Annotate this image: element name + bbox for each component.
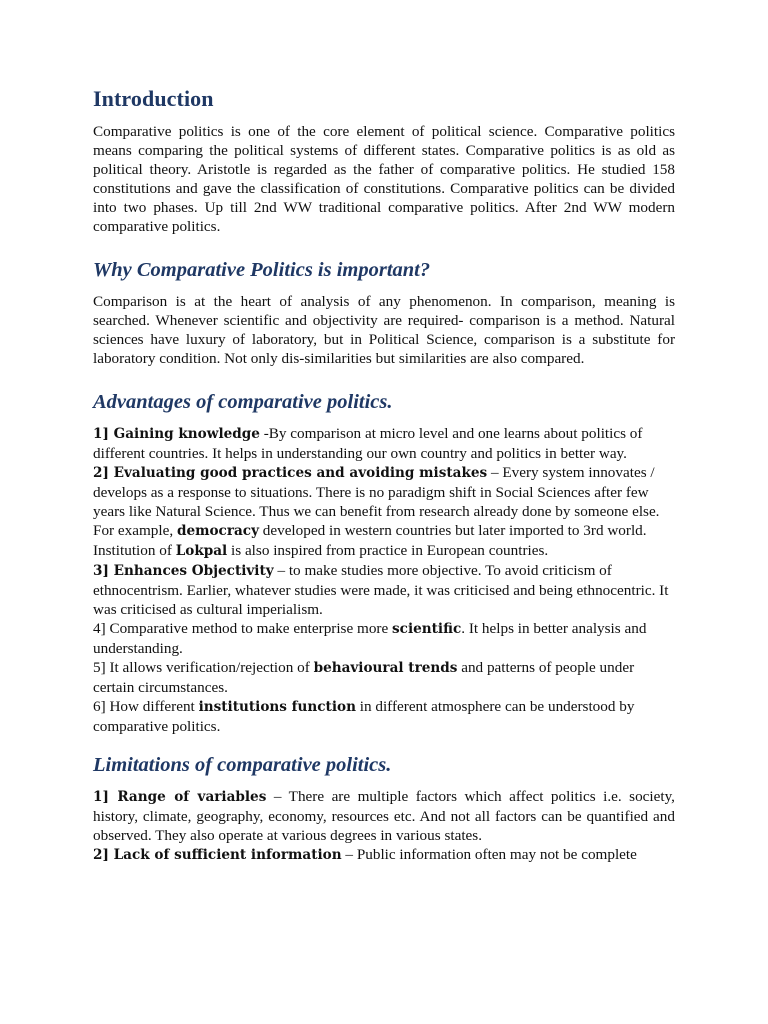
list-item: 1] Range of variables – There are multiple factors which affect politics i.e. society, history, climate, geography, economy, resources etc. And not all factors can be quantified and observed. They also operate at various degrees in various states. [93,788,675,844]
item-keyword: 2] Lack of sufficient information [93,847,342,863]
limitations-list [93,787,675,865]
item-keyword: 2] Evaluating good practices and avoiding mistakes [93,465,488,481]
item-keyword: 1] Range of variables [93,789,267,805]
list-item: 2] Evaluating good practices and avoiding mistakes – Every system innovates / develops as a response to situations. There is no paradigm shift in Social Sciences after few years like Natural Science. Thus we can benefit from research already done by someone else. For example, democracy developed in western countries but later imported to 3rd world. Institution of Lokpal is also inspired from practice in European countries. [93,464,660,559]
list-item: 6] How different institutions function in different atmosphere can be understood by comparative politics. [93,698,635,735]
item-keyword: Lokpal [175,543,228,559]
list-item: 5] It allows verification/rejection of behavioural trends and patterns of people under certain circumstances. [93,659,635,696]
introduction-heading: Introduction [93,86,214,111]
item-keyword: 1] Gaining knowledge [93,426,260,442]
item-keyword: institutions function [198,699,356,715]
why-important-heading: Why Comparative Politics is important? [93,259,431,281]
item-keyword: 3] Enhances Objectivity [93,563,274,579]
list-item: 3] Enhances Objectivity – to make studies more objective. To avoid criticism of ethnocentrism. Earlier, whatever studies were made, it was criticised and being ethnocentric. It was criticised as cultural imperialism. [93,562,669,618]
advantages-heading: Advantages of comparative politics. [93,391,393,413]
why-important-paragraph: Comparison is at the heart of analysis of any phenomenon. In comparison, meaning is searched. Whenever scientific and objectivity are required- comparison is a method. Natural sciences have luxury of laboratory, but in Political Science, comparison is a substitute for laboratory condition. Not only dis-similarities but similarities are also compared. [93,293,675,367]
document-content [93,86,675,865]
introduction-paragraph: Comparative politics is one of the core element of political science. Comparative politics means comparing the political systems of different states. Comparative politics is as old as political theory. Aristotle is regarded as the father of comparative politics. He studied 158 constitutions and gave the classification of constitutions. Comparative politics can be divided into two phases. Up till 2nd WW traditional comparative politics. After 2nd WW modern comparative politics. [93,123,675,235]
limitations-heading: Limitations of comparative politics. [93,754,392,776]
advantages-list [93,424,675,736]
list-item: 1] Gaining knowledge -By comparison at micro level and one learns about politics of different countries. It helps in understanding our own country and politics in better way. [93,425,643,462]
item-keyword: behavioural trends [313,660,458,676]
list-item: 2] Lack of sufficient information – Public information often may not be complete [93,846,637,863]
list-item: 4] Comparative method to make enterprise more scientific. It helps in better analysis and understanding. [93,620,647,657]
item-keyword: scientific [392,621,462,637]
item-keyword: democracy [176,523,259,539]
